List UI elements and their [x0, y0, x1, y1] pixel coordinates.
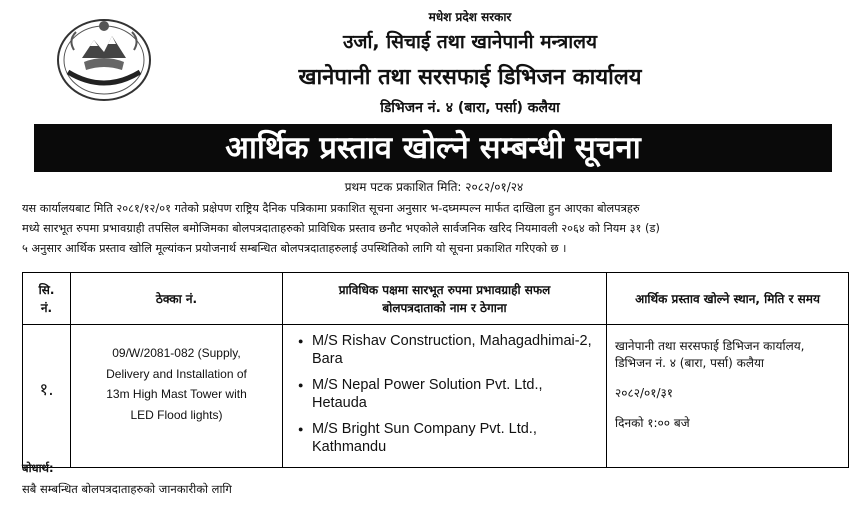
body-line: यस कार्यालयबाट मिति २०८१/१२/०१ गतेको प्रक्षेपण राष्ट्रिय दैनिक पत्रिकामा प्रकाशित सूचना अनुसार भ-दघ्मम्पल्न मार्फत दाखिला हुन आएका बोलपत्रहरु: [22, 202, 640, 215]
bidder-list: [284, 326, 605, 456]
ministry-heading: उर्जा, सिचाई तथा खानेपानी मन्त्रालय: [342, 31, 598, 53]
body-line: ५ अनुसार आर्थिक प्रस्ताव खोलि मूल्यांकन प्रयोजनार्थ सम्बन्धित बोलपत्रदाताहरुलाई उपस्थितिको लागि यो सूचना प्रकाशित गरिएको छ ।: [22, 242, 567, 255]
cell-serial-number: १.: [23, 325, 71, 468]
notice-body: [22, 199, 850, 259]
list-item: ● M/S Rishav Construction, Mahagadhimai-2, Bara: [298, 332, 599, 368]
state-government-heading: मधेश प्रदेश सरकार: [428, 10, 512, 24]
office-heading: खानेपानी तथा सरसफाई डिभिजन कार्यालय: [298, 65, 642, 90]
first-published-date: प्रथम पटक प्रकाशित मिति: २०८२/०१/२४: [344, 180, 524, 194]
notice-title-banner: आर्थिक प्रस्ताव खोल्ने सम्बन्धी सूचना: [34, 124, 832, 172]
list-item: ● M/S Bright Sun Company Pvt. Ltd., Kathmandu: [298, 420, 599, 456]
header-contract-number: ठेक्का नं.: [71, 273, 283, 325]
division-heading: डिभिजन नं. ४ (बारा, पर्सा) कलैया: [380, 100, 560, 116]
opening-date: २०८२/०१/३१: [615, 386, 674, 400]
cell-bidders: [283, 325, 607, 468]
bidder-table: [22, 272, 849, 468]
remarks-label: बोधार्थ:: [22, 461, 54, 475]
cell-contract-number: 09/W/2081-082 (Supply, Delivery and Installation of 13m High Mast Tower with LED Flood lights): [71, 325, 283, 468]
remarks-section: [22, 458, 232, 500]
table-header-row: [23, 273, 849, 325]
header-bidders: प्राविधिक पक्षमा सारभूत रुपमा प्रभावग्राही सफल बोलपत्रदाताको नाम र ठेगाना: [283, 273, 607, 325]
header-opening-place: आर्थिक प्रस्ताव खोल्ने स्थान, मिति र समय: [607, 273, 849, 325]
header-serial-number: सि. नं.: [23, 273, 71, 325]
opening-time: दिनको १:०० बजे: [615, 416, 690, 430]
remarks-text: सबै सम्बन्धित बोलपत्रदाताहरुको जानकारीको लागि: [22, 482, 232, 496]
nepal-emblem-icon: [54, 14, 154, 102]
list-item: ● M/S Nepal Power Solution Pvt. Ltd., Hetauda: [298, 376, 599, 412]
body-line: मध्ये सारभूत रुपमा प्रभावग्राही तपसिल बमोजिमका बोलपत्रदाताहरुको प्राविधिक प्रस्ताव छनौट भएकोले सार्वजनिक खरिद नियमावली २०६४ को नियम ३१ (ड): [22, 222, 660, 235]
table-row: [23, 325, 849, 468]
cell-opening-place: खानेपानी तथा सरसफाई डिभिजन कार्यालय, डिभिजन नं. ४ (बारा, पर्सा) कलैया २०८२/०१/३१ दिनको १:०० बजे: [607, 325, 849, 468]
